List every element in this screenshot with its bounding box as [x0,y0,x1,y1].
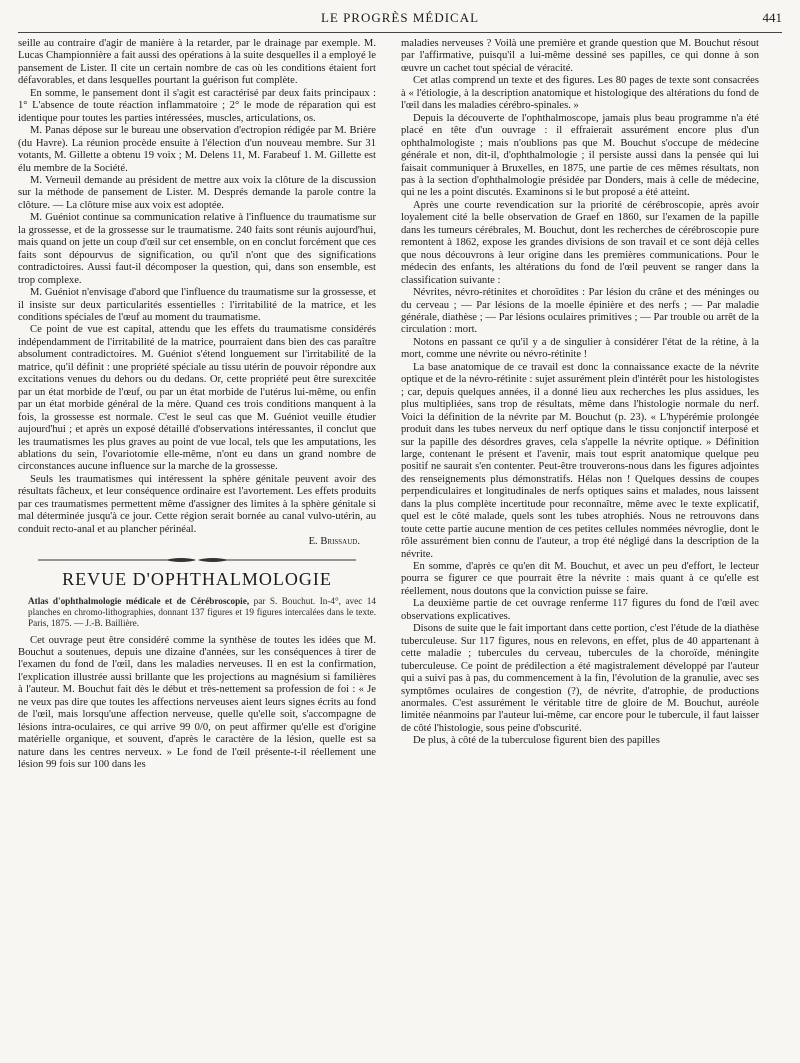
journal-title: LE PROGRÈS MÉDICAL [320,10,480,25]
paragraph: Cet atlas comprend un texte et des figures. Les 80 pages de texte sont consacrées à « l'étiologie, à la description anatomique et histologique des altérations du fond de l'œil dans les maladies cérébro-spinales. » [401,75,759,112]
section-title: REVUE D'OPHTHALMOLOGIE [62,568,332,589]
page-number: 441 [762,10,782,25]
paragraph: M. Guéniot n'envisage d'abord que l'influence du traumatisme sur la grossesse, et il insiste sur deux particularités essentielles : l'irritabilité de la matrice, et les conditions spéciales de l'œuf au moment du traumatisme. [18,287,376,323]
running-head [18,6,782,33]
paragraph: Depuis la découverte de l'ophthalmoscope, jamais plus beau programme n'a été placé en tête d'un ouvrage : il effraierait assurément encore plus d'un ophthalmologiste ; mais n'oublions pas que M. Bouchut s'occupe de médecine générale et non, dit-il, d'ophthalmologie ; il persiste aussi dans la pensée qui lui faisait communiquer à Bruxelles, en 1875, une partie de ces mêmes résultats, non pas à la section d'ophthalmologie présidée par Donders, mais à celle de médecine, qui ne les a point discutés. Examinons si le but proposé a été atteint. [401,112,759,199]
paragraph: Névrites, névro-rétinites et choroïdites : Par lésion du crâne et des méninges ou du cerveau ; — Par lésions de la moelle épinière et des nerfs ; — Par maladie générale, diathèse ; — Par lésions oculaires primitives ; — Par trouble ou arrêt de la circulation : mort. [401,287,759,336]
paragraph: La deuxième partie de cet ouvrage renferme 117 figures du fond de l'œil avec observations explicatives. [401,598,759,622]
paragraph: M. Verneuil demande au président de mettre aux voix la clôture de la discussion sur la méthode de pansement de Lister. M. Després demande la parole contre la clôture. — La clôture mise aux voix est adoptée. [18,174,376,211]
paragraph: M. Panas dépose sur le bureau une observation d'ectropion rédigée par M. Brière (du Havre). La réunion procède ensuite à l'élection d'un nouveau membre. Sur 31 votants, M. Gillette a obtenu 19 voix ; M. Delens 11, M. Farabeuf 1. M. Gillette est élu membre de la Société. [18,125,376,174]
paragraph: Ce point de vue est capital, attendu que les effets du traumatisme considérés indépendamment de l'irritabilité de la matrice, pourraient dans bien des cas paraître absolument contradictoires. M. Guéniot s'étend longuement sur l'irritabilité de la matrice, qu'il définit : une propriété spéciale au tissu utérin de pouvoir répondre aux excitations venues du dehors ou du dedans. Or, cette propriété peut être surexcitée par un état morbide de l'œuf, ou par un état morbide de l'utérus lui-même, ou enfin par un état morbide général de la mère. Quand ces trois conditions manquent à la fois, la grossesse est normale. C'est le seul cas que M. Guéniot veuille étudier aujourd'hui ; et après un exposé détaillé d'observations intéressantes, il conclut que les traumatismes les plus graves au point de vue local, tels que les amputations, les ablations du sein, l'ovariotomie elle-même, n'ont eu dans un grand nombre de circonstances aucune influence sur la marche de la grossesse. [18,324,376,473]
paragraph: Disons de suite que le fait important dans cette portion, c'est l'étude de la diathèse tuberculeuse. Sur 117 figures, nous en relevons, en effet, plus de 40 appartenant à cette maladie ; tubercules du cerveau, tubercules de la choroïde, méningite tuberculeuse. Ce point de prédilection a été magistralement développé par l'auteur qui a suivi pas à pas, du commencement à la fin, l'évolution de la granulie, avec ses symptômes oculaires de congestion (?), de névrite, d'atrophie, de productions anormales. C'est assurément le véritable titre de gloire de M. Bouchut, auréole limitée néanmoins par l'auteur lui-même, car encore pour le tubercule, il faut laisser de côté l'histologie, sous peine d'obscurité. [401,623,759,734]
book-title: Atlas d'ophthalmologie médicale et de Cérébroscopie, [28,595,250,606]
paragraph: Cet ouvrage peut être considéré comme la synthèse de toutes les idées que M. Bouchut a soutenues, depuis une dizaine d'années, sur les conséquences à tirer de l'examen du fond de l'œil, dans les maladies nerveuses. Il en est la confirmation, l'explication illustrée aussi brillante que les projections au magnésium si familières à l'auteur. M. Bouchut fait dès le début et très-nettement sa profession de foi : « Je ne veux pas dire que toutes les affections nerveuses aient leurs signes écrits au fond de l'œil, mais lorsqu'une affection nerveuse, quelle qu'elle soit, s'accompagne de lésions intra-oculaires, ce qui arrive 99 0/0, on peut affirmer qu'elle est d'origine matérielle organique, et souvent, d'après le caractère de la lésion, quelle est sa nature dans les centres nerveux. » Le fond de l'œil présente-t-il réellement une lésion 99 fois sur 100 dans les [18,634,376,771]
paragraph: Notons en passant ce qu'il y a de singulier à considérer l'état de la rétine, à la mort, comme une névrite ou névro-rétinite ! [401,336,759,361]
paragraph: De plus, à côté de la tuberculose figurent bien des papilles [413,735,660,747]
paragraph: Seuls les traumatismes qui intéressent la sphère génitale peuvent avoir des résultats fâcheux, et leur conséquence ordinaire est l'avortement. Les effets produits par ces traumatismes permettent même d'assigner des limites à la sphère génitale si mal déterminée jusqu'à ce jour. Cette région serait bornée au canal vulvo-utérin, au conduit recto-anal et au plancher périnéal. [18,473,376,535]
paragraph: M. Guéniot continue sa communication relative à l'influence du traumatisme sur la grossesse, et de la grossesse sur le traumatisme. 240 faits sont réunis aujourd'hui, mais quand on jette un coup d'œil sur cet ensemble, on en conclut forcément que ces faits sont dépourvus de signification, ou qu'il n'ont que des significations contradictoires. Aussi faut-il décomposer la question, qui, dans son ensemble, est trop complexe. [18,212,376,286]
left-column [18,38,376,1058]
paragraph: seille au contraire d'agir de manière à la retarder, par le drainage par exemple. M. Lucas Championnière a fait aussi des opérations à la suite desquelles il a employé le pansement de Lister. Il cite un certain nombre de cas où les conditions étaient fort défavorables, et dans lesquelles pourtant la guérison fut complète. [18,38,376,87]
book-reference [18,596,376,629]
book-details: par S. Bouchut. In-4°, avec 14 planches en chromo-lithographies, donnant 137 figures et 19 figures intercalées dans le texte. Paris, 1875. — J.-B. Baillière. [28,595,376,628]
paragraph: En somme, le pansement dont il s'agit est caractérisé par deux faits principaux : 1° L'absence de toute réaction inflammatoire ; 2° le mode de réparation qui est identique pour toutes les parties intéressées, muscles, articulations, os. [18,87,376,124]
author-signature: E. Brissaud. [308,536,360,548]
ornamental-rule [38,556,356,564]
paragraph: maladies nerveuses ? Voilà une première et grande question que M. Bouchut résout par l'affirmative, puisqu'il a lui-même dessiné ses papilles, ce qui donne à son œuvre un cachet tout spécial de véracité. [401,38,759,74]
paragraph: En somme, d'après ce qu'en dit M. Bouchut, et avec un peu d'effort, le lecteur pourra se figurer ce que pourrait être la névrite : mais quant à ce qu'elle est réellement, nous doutons que la conviction puisse se faire. [401,561,759,597]
paragraph: Après une courte revendication sur la priorité de cérébroscopie, après avoir loyalement cité la belle observation de Graef en 1860, sur l'examen de la papille dans les tumeurs cérébrales, M. Bouchut, dont les recherches de cérébroscopie pure remontent à 1862, expose les grandes divisions de son travail et ce sont déjà celles que nous découvrons à leur origine dans les premières communications. Pour le médecin des enfants, les altérations du fond de l'œil peuvent se ranger dans la classification suivante : [401,199,759,286]
paragraph: La base anatomique de ce travail est donc la connaissance exacte de la névrite optique et de la névro-rétinite : sujet assurément plein d'intérêt pour les histologistes ; car, depuis quelques années, il a donné lieu aux recherches les plus assidues, les plus multipliées, sans trop de résultats, même dans l'histologie normale du nerf. Voici la définition de la névrite par M. Bouchut (p. 23). « L'hypérémie prolongée produit dans les tubes nerveux du nerf optique dans le tissu conjonctif interposé et sur la papille des désordres graves, cela s'appelle la névrite optique. » Définition large, contenant le présent et l'avenir, mais tout esprit anatomique quelque peu positif ne saurait s'en contenter. Peut-être trouverons-nous dans les figures adjointes des renseignements plus démonstratifs. Hélas non ! Quelques dessins de coupes perpendiculaires et longitudinales de nerfs optiques sains et malades, nous laissent dans la plus complète incertitude pour reconnaître, même avec le texte explicatif, quel est le côté malade, quels sont les tubes atrophiés. Nous ne retrouvons dans toute cette partie aucune mention de ces petites cellules nommées névroglie, dont le rôle assurément bien connu de l'auteur, a trop été négligé dans la description de la névrite. [401,361,759,560]
right-column [401,38,759,1058]
